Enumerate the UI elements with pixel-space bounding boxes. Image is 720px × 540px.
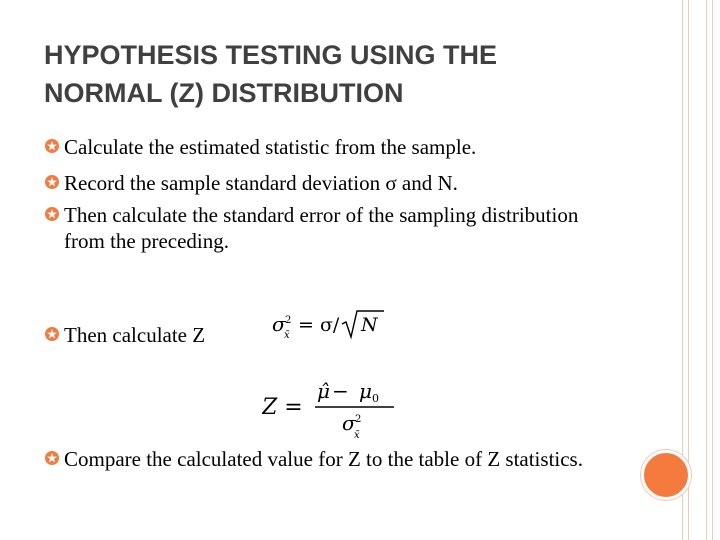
title-line-1: HYPOTHESIS TESTING USING THE	[44, 40, 498, 70]
formula-sigma: σ	[272, 312, 286, 336]
bullet-text: Then calculate the standard error of the sampling distribution from the preceding.	[64, 203, 579, 253]
formula-rhs: = σ/	[298, 314, 340, 336]
decorative-rail	[688, 0, 689, 540]
formula-den-sup: 2	[355, 414, 362, 425]
formula-sigma-sup: 2	[285, 315, 292, 326]
title-line-2: NORMAL (Z) DISTRIBUTION	[44, 78, 404, 108]
decorative-rail	[712, 0, 713, 540]
formula-den-sub: x̄	[354, 430, 360, 441]
starburst-bullet-icon	[44, 206, 60, 222]
decorative-rail	[706, 0, 707, 540]
formula-mu-hat: μ̂	[317, 379, 330, 403]
z-score-formula	[262, 372, 402, 442]
starburst-bullet-icon	[44, 326, 60, 342]
formula-den-sigma: σ	[342, 411, 356, 435]
starburst-bullet-icon	[44, 138, 60, 154]
bullet-text: Then calculate Z	[64, 323, 206, 347]
formula-n: N	[361, 314, 378, 336]
slide-title	[44, 36, 644, 112]
decorative-circle	[641, 450, 691, 500]
standard-error-formula	[270, 305, 390, 345]
formula-mu: μ	[359, 379, 372, 403]
formula-z-lhs: Z =	[262, 395, 303, 420]
bullet-text: Compare the calculated value for Z to the table of Z statistics.	[64, 447, 583, 471]
starburst-bullet-icon	[44, 450, 60, 466]
formula-mu-sub: 0	[372, 392, 379, 405]
bullet-text: Record the sample standard deviation σ and N.	[64, 171, 458, 195]
formula-sigma-sub: x̄	[284, 330, 290, 341]
bullet-text: Calculate the estimated statistic from the sample.	[64, 135, 477, 159]
formula-minus: −	[332, 379, 349, 403]
starburst-bullet-icon	[44, 174, 60, 190]
